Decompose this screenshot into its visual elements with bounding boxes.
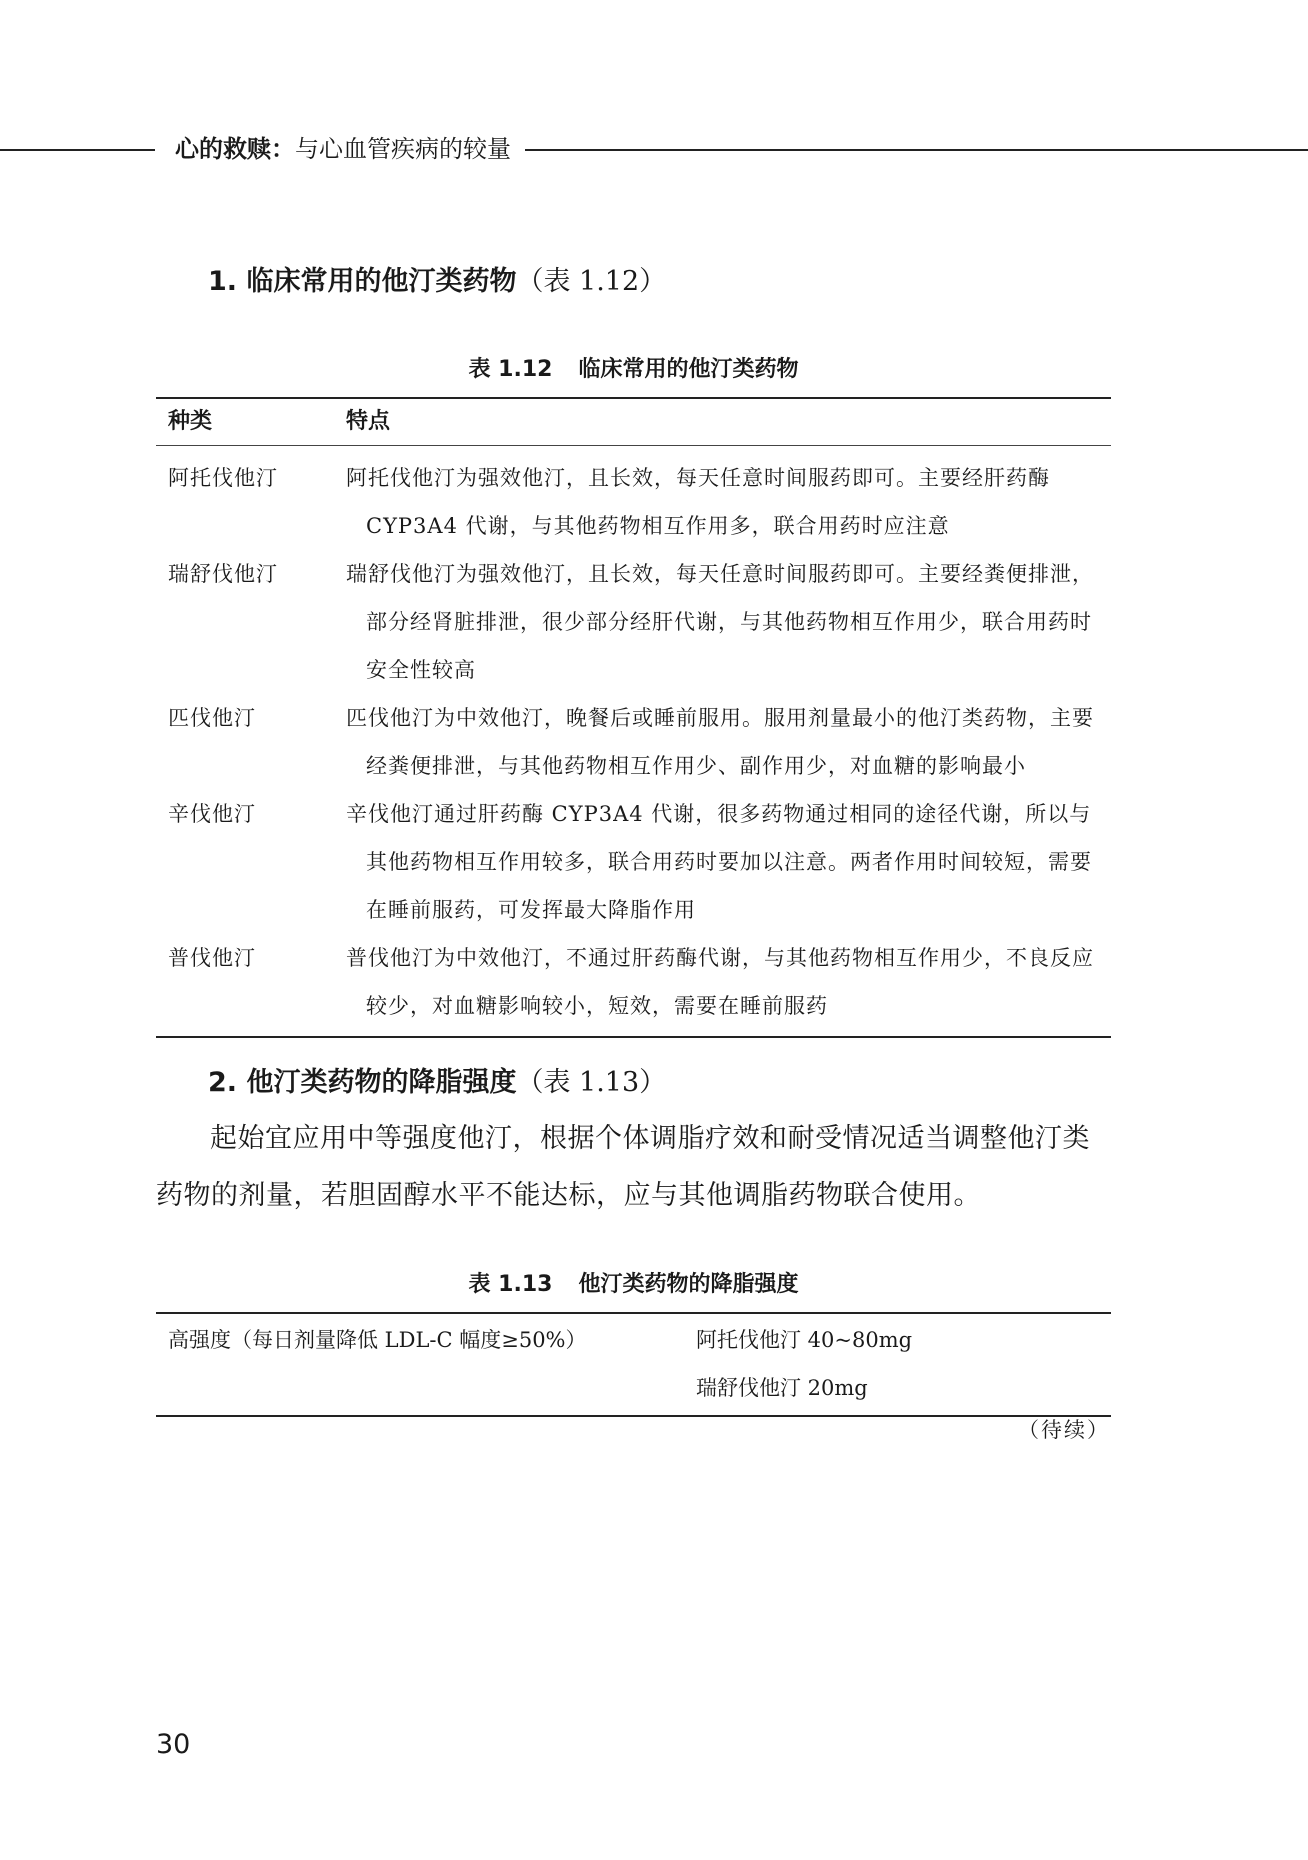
table-1-13 <box>156 1312 1111 1417</box>
drug-description: 辛伐他汀通过肝药酶 CYP3A4 代谢，很多药物通过相同的途径代谢，所以与其他药物相互作用较多，联合用药时要加以注意。两者作用时间较短，需要在睡前服药，可发挥最大降脂作用 <box>346 802 1092 922</box>
running-header <box>0 132 1308 166</box>
page-number: 30 <box>156 1729 191 1760</box>
table-bottom-rule <box>156 1415 1111 1417</box>
table-row <box>156 550 1111 694</box>
drug-description: 普伐他汀为中效他汀，不通过肝药酶代谢，与其他药物相互作用少，不良反应较少，对血糖影响较小，短效，需要在睡前服药 <box>346 946 1094 1018</box>
table-row <box>156 790 1111 934</box>
table-row <box>156 1316 1111 1364</box>
table-row <box>156 694 1111 790</box>
drug-name: 瑞舒伐他汀 <box>168 562 278 586</box>
book-title: 心的救赎：与心血管疾病的较量 <box>175 135 511 163</box>
table-1-13-caption: 表 1.13 他汀类药物的降脂强度 <box>468 1272 799 1297</box>
body-paragraph: 起始宜应用中等强度他汀，根据个体调脂疗效和耐受情况适当调整他汀类药物的剂量，若胆固醇水平不能达标，应与其他调脂药物联合使用。 <box>156 1123 1090 1211</box>
column-header-kind: 种类 <box>168 409 213 434</box>
continued-note: （待续） <box>1018 1418 1110 1442</box>
drug-description: 瑞舒伐他汀为强效他汀，且长效，每天任意时间服药即可。主要经粪便排泄，部分经肾脏排泄，很少部分经肝代谢，与其他药物相互作用少，联合用药时安全性较高 <box>346 562 1094 682</box>
drug-description: 匹伐他汀为中效他汀，晚餐后或睡前服用。服用剂量最小的他汀类药物，主要经粪便排泄，与其他药物相互作用少、副作用少，对血糖的影响最小 <box>346 706 1094 778</box>
table-1-12 <box>156 397 1111 1038</box>
drug-name: 辛伐他汀 <box>168 802 256 826</box>
drug-name: 普伐他汀 <box>168 946 256 970</box>
table-row <box>156 934 1111 1030</box>
drug-name: 匹伐他汀 <box>168 706 256 730</box>
header-rule-right <box>525 149 1308 151</box>
section-1-heading: 1. 临床常用的他汀类药物（表 1.12） <box>208 266 667 297</box>
drug-name: 阿托伐他汀 <box>168 466 278 490</box>
table-1-12-caption: 表 1.12 临床常用的他汀类药物 <box>468 357 799 382</box>
header-rule-left <box>0 149 155 151</box>
table-bottom-rule <box>156 1036 1111 1038</box>
table-row <box>156 454 1111 550</box>
table-row <box>156 1364 1111 1412</box>
drug-dose: 瑞舒伐他汀 20mg <box>696 1376 868 1400</box>
section-2-heading: 2. 他汀类药物的降脂强度（表 1.13） <box>208 1067 667 1098</box>
drug-description: 阿托伐他汀为强效他汀，且长效，每天任意时间服药即可。主要经肝药酶 CYP3A4 代谢，与其他药物相互作用多，联合用药时应注意 <box>346 466 1050 538</box>
intensity-category: 高强度（每日剂量降低 LDL-C 幅度≥50%） <box>168 1328 587 1352</box>
table-header-row <box>156 399 1111 445</box>
column-header-features: 特点 <box>346 409 391 434</box>
drug-dose: 阿托伐他汀 40~80mg <box>696 1328 913 1352</box>
